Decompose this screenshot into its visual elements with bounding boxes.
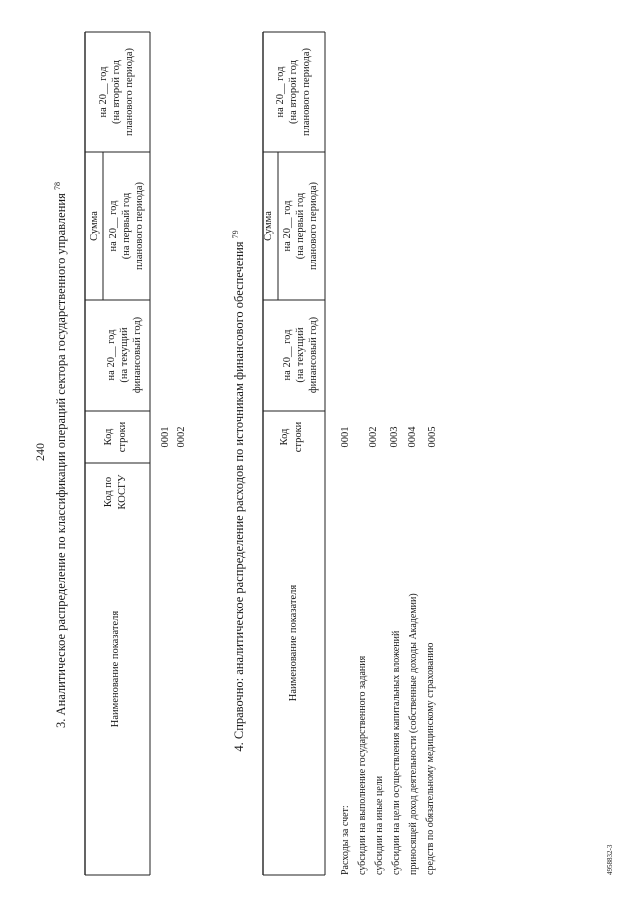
table3-header-kosgu: [103, 474, 128, 510]
table4-row-code: 0001: [340, 426, 351, 448]
table4-sum-col-current-line3: финансовый год): [308, 316, 319, 394]
table3-header-name: Наименование показателя: [110, 610, 121, 728]
table3-row-code: 0002: [176, 426, 187, 448]
table3-header-code-line1: Код: [103, 428, 114, 446]
table4-row-label: средств по обязательному медицинскому страхованию: [425, 642, 436, 875]
table3-grid: [85, 32, 150, 875]
table3-header-kosgu-line2: КОСГУ: [117, 474, 128, 510]
table3-sum-col-second-line2: (на второй год: [111, 60, 122, 124]
document-id: 4958832-3: [606, 844, 614, 875]
svg-text:3. Аналитическое распределение: [53, 182, 68, 728]
table3-title-text: 3. Аналитическое распределение по классификации операций сектора государственного управления: [54, 193, 68, 728]
table4-sum-col-second-line2: (на второй год: [288, 60, 299, 124]
table4-row-code: 0004: [407, 426, 418, 448]
table4-sum-col-first: [282, 181, 319, 270]
table3-sum-col-first: [108, 181, 145, 270]
table4-sum-col-first-line2: (на первый год: [295, 192, 306, 260]
table4-row-code: 0002: [368, 426, 379, 448]
table4-sum-col-second-line3: планового периода): [301, 47, 312, 137]
table4-row-code: 0003: [389, 426, 400, 448]
table4-row-label: субсидии на цели осуществления капитальных вложений: [391, 630, 402, 875]
table4-sum-col-first-line3: планового периода): [308, 181, 319, 271]
table4-row-label: приносящей доход деятельности (собственные доходы Академии): [408, 593, 419, 875]
table3-title: [53, 182, 68, 728]
table3-sum-header: Сумма: [89, 211, 100, 241]
table4-title-text: 4. Справочно: аналитическое распределение расходов по источникам финансового обеспечения: [232, 241, 246, 752]
table3-header-kosgu-line1: Код по: [103, 476, 114, 508]
table4-title: [231, 230, 246, 751]
table4-sum-header: Сумма: [263, 211, 274, 241]
table4-sum-col-current-line2: (на текущий: [295, 327, 306, 383]
table3-sum-col-first-line3: планового периода): [134, 181, 145, 271]
table4-header-code: [279, 421, 304, 452]
table4-header-code-line1: Код: [279, 428, 290, 446]
table4-sum-col-first-line1: на 20__ год: [282, 200, 293, 252]
table3-sum-col-first-line1: на 20__ год: [108, 200, 119, 252]
table3-title-footnote: 78: [53, 182, 62, 191]
table4-row-label: субсидии на выполнение государственного задания: [357, 655, 368, 875]
table4-sum-col-second-line1: на 20__ год: [275, 66, 286, 118]
table4-row-label: Расходы за счет:: [340, 805, 351, 875]
table3-sum-col-second-line3: планового периода): [124, 47, 135, 137]
table4-sum-col-second: [275, 47, 312, 136]
table4-row-label: субсидии на иные цели: [374, 775, 385, 875]
table3-header-code: [103, 421, 128, 452]
table4-grid: [263, 32, 325, 875]
table3-sum-col-current-line1: на 20__ год: [106, 329, 117, 381]
table4-sum-col-current: [282, 316, 319, 393]
table3-sum-col-current: [106, 316, 143, 393]
table4-row-code: 0005: [427, 426, 438, 448]
table4-title-footnote: 79: [231, 230, 240, 239]
page-number: 240: [33, 443, 47, 461]
table3-sum-col-first-line2: (на первый год: [121, 192, 132, 260]
table4-sum-col-current-line1: на 20__ год: [282, 329, 293, 381]
svg-text:4. Справочно: аналитическое ра: [231, 230, 246, 751]
table3-sum-col-second: [98, 47, 135, 136]
table3-sum-col-current-line2: (на текущий: [119, 327, 130, 383]
table4-header-name: Наименование показателя: [288, 584, 299, 702]
table3-header-code-line2: строки: [117, 421, 128, 453]
table4-header-code-line2: строки: [293, 421, 304, 453]
table3-sum-col-current-line3: финансовый год): [132, 316, 143, 394]
table3-row-code: 0001: [160, 426, 171, 448]
table3-sum-col-second-line1: на 20__ год: [98, 66, 109, 118]
